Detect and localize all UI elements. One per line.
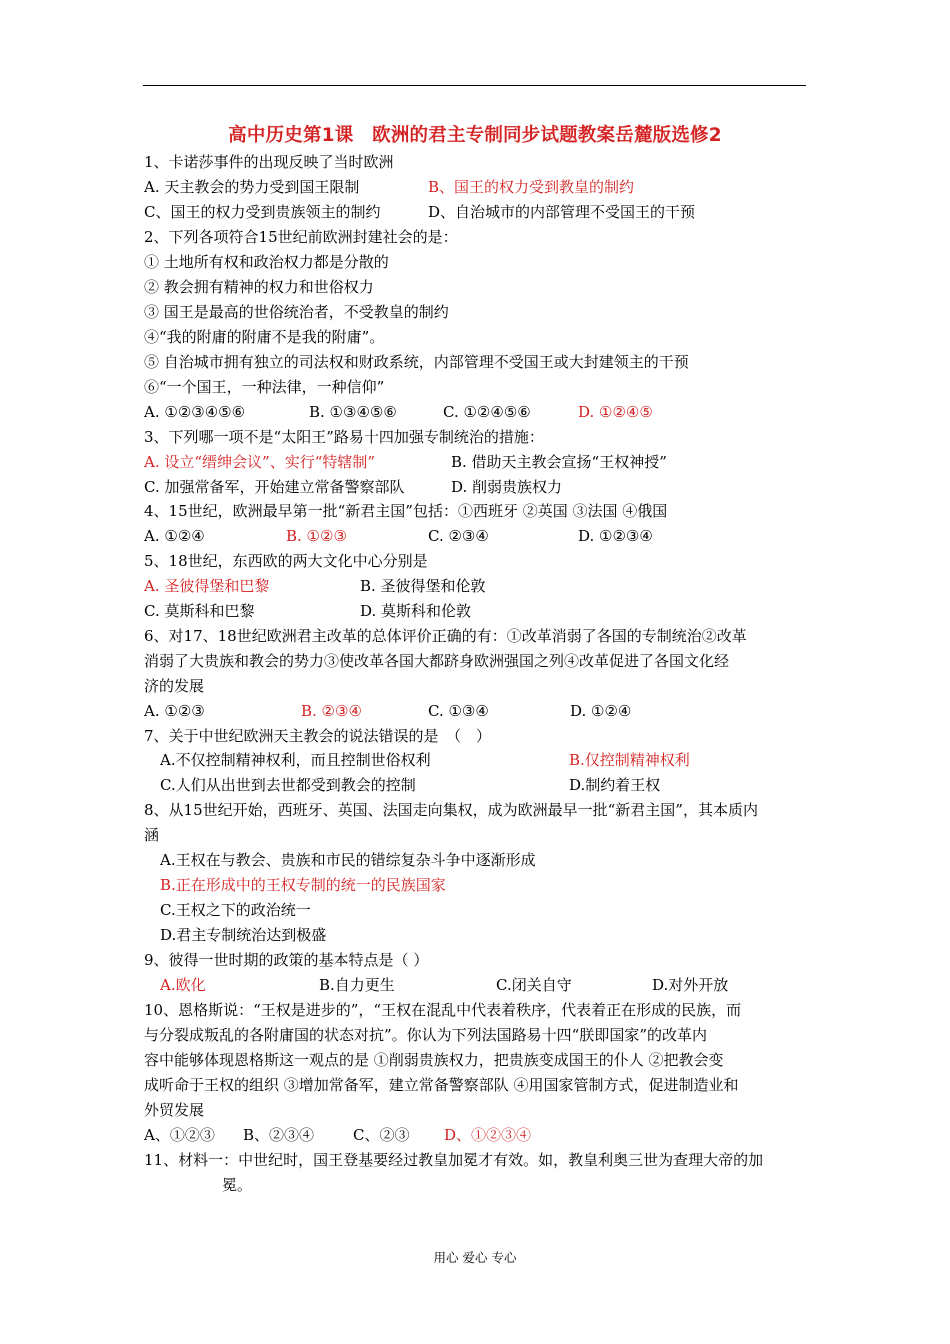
q2-statement-3: ③ 国王是最高的世俗统治者，不受教皇的制约 bbox=[144, 303, 449, 321]
q2-stem: 2、下列各项符合15世纪前欧洲封建社会的是： bbox=[144, 228, 458, 246]
q3-option-b: B. 借助天主教会宣扬“王权神授” bbox=[451, 453, 667, 471]
page-title: 高中历史第1课 欧洲的君主专制同步试题教案岳麓版选修2 bbox=[228, 125, 722, 146]
q4-option-b-answer: B. ①②③ bbox=[286, 527, 347, 545]
q1-option-a: A. 天主教会的势力受到国王限制 bbox=[144, 178, 360, 196]
q8-option-c: C.王权之下的政治统一 bbox=[160, 901, 311, 919]
q11-material-line1: 11、材料一：中世纪时，国王登基要经过教皇加冕才有效。如，教皇利奥三世为查理大帝的加 bbox=[144, 1151, 764, 1169]
q11-material-line2: 冕。 bbox=[222, 1176, 253, 1194]
q6-stem-line3: 济的发展 bbox=[144, 677, 205, 695]
q5-stem: 5、18世纪，东西欧的两大文化中心分别是 bbox=[144, 552, 428, 570]
q9-option-c: C.闭关自守 bbox=[496, 976, 572, 994]
q3-option-a-answer: A. 设立“缙绅会议”、实行“特辖制” bbox=[144, 453, 376, 471]
q3-option-c: C. 加强常备军，开始建立常备警察部队 bbox=[144, 478, 405, 496]
q10-option-b: B、②③④ bbox=[243, 1126, 315, 1144]
q10-stem-line4: 成听命于王权的组织 ③增加常备军，建立常备警察部队 ④用国家管制方式，促进制造业和 bbox=[144, 1076, 739, 1094]
q10-option-d-answer: D、①②③④ bbox=[444, 1126, 532, 1144]
q5-option-d: D. 莫斯科和伦敦 bbox=[360, 602, 472, 620]
q6-stem-line1: 6、对17、18世纪欧洲君主改革的总体评价正确的有：①改革消弱了各国的专制统治②改革 bbox=[144, 627, 747, 645]
q3-stem: 3、下列哪一项不是“太阳王”路易十四加强专制统治的措施： bbox=[144, 428, 544, 446]
q9-option-d: D.对外开放 bbox=[652, 976, 729, 994]
q10-option-a: A、①②③ bbox=[144, 1126, 215, 1144]
q2-option-b: B. ①③④⑤⑥ bbox=[309, 403, 397, 421]
q6-option-c: C. ①③④ bbox=[428, 702, 489, 720]
q6-option-a: A. ①②③ bbox=[144, 702, 205, 720]
q7-option-c: C.人们从出世到去世都受到教会的控制 bbox=[160, 776, 416, 794]
q7-option-b-answer: B.仅控制精神权利 bbox=[569, 751, 690, 769]
q2-option-a: A. ①②③④⑤⑥ bbox=[144, 403, 246, 421]
q7-option-a: A.不仅控制精神权利，而且控制世俗权利 bbox=[160, 751, 431, 769]
page-footer: 用心 爱心 专心 bbox=[433, 1250, 517, 1265]
q4-option-d: D. ①②③④ bbox=[578, 527, 653, 545]
q6-stem-line2: 消弱了大贵族和教会的势力③使改革各国大都跻身欧洲强国之列④改革促进了各国文化经 bbox=[144, 652, 730, 670]
q2-option-d-answer: D. ①②④⑤ bbox=[578, 403, 653, 421]
q4-stem: 4、15世纪，欧洲最早第一批“新君主国”包括：①西班牙 ②英国 ③法国 ④俄国 bbox=[144, 502, 668, 520]
q10-stem-line1: 10、恩格斯说：“王权是进步的”，“王权在混乱中代表着秩序，代表着正在形成的民族，而 bbox=[144, 1001, 742, 1019]
q9-option-a-answer: A.欧化 bbox=[160, 976, 206, 994]
q8-stem-line2: 涵 bbox=[144, 826, 160, 844]
q1-option-b-answer: B、国王的权力受到教皇的制约 bbox=[428, 178, 635, 196]
q5-option-a-answer: A. 圣彼得堡和巴黎 bbox=[144, 577, 270, 595]
q10-stem-line3: 容中能够体现恩格斯这一观点的是 ①削弱贵族权力，把贵族变成国王的仆人 ②把教会变 bbox=[144, 1051, 724, 1069]
q7-option-d: D.制约着王权 bbox=[569, 776, 661, 794]
q8-option-b-answer: B.正在形成中的王权专制的统一的民族国家 bbox=[160, 876, 446, 894]
q4-option-a: A. ①②④ bbox=[144, 527, 205, 545]
q1-option-d: D、自治城市的内部管理不受国王的干预 bbox=[428, 203, 696, 221]
q6-option-d: D. ①②④ bbox=[570, 702, 632, 720]
q2-statement-2: ② 教会拥有精神的权力和世俗权力 bbox=[144, 278, 374, 296]
q6-option-b-answer: B. ②③④ bbox=[301, 702, 362, 720]
q5-option-c: C. 莫斯科和巴黎 bbox=[144, 602, 255, 620]
q2-option-c: C. ①②④⑤⑥ bbox=[443, 403, 531, 421]
q4-option-c: C. ②③④ bbox=[428, 527, 489, 545]
header-rule bbox=[143, 85, 806, 86]
q5-option-b: B. 圣彼得堡和伦敦 bbox=[360, 577, 486, 595]
q2-statement-1: ① 土地所有权和政治权力都是分散的 bbox=[144, 253, 389, 271]
q10-stem-line5: 外贸发展 bbox=[144, 1101, 205, 1119]
q9-option-b: B.自力更生 bbox=[319, 976, 395, 994]
q2-statement-4: ④“我的附庸的附庸不是我的附庸”。 bbox=[144, 328, 385, 346]
q8-stem-line1: 8、从15世纪开始，西班牙、英国、法国走向集权，成为欧洲最早一批“新君主国”，其本质内 bbox=[144, 801, 758, 819]
q8-option-a: A.王权在与教会、贵族和市民的错综复杂斗争中逐渐形成 bbox=[160, 851, 536, 869]
q2-statement-6: ⑥“一个国王，一种法律，一种信仰” bbox=[144, 378, 385, 396]
q10-option-c: C、②③ bbox=[353, 1126, 410, 1144]
q7-stem: 7、关于中世纪欧洲天主教会的说法错误的是 （ ） bbox=[144, 727, 492, 745]
q9-stem: 9、彼得一世时期的政策的基本特点是（ ） bbox=[144, 951, 429, 969]
q10-stem-line2: 与分裂成叛乱的各附庸国的状态对抗”。你认为下列法国路易十四“朕即国家”的改革内 bbox=[144, 1026, 708, 1044]
q1-option-c: C、国王的权力受到贵族领主的制约 bbox=[144, 203, 381, 221]
q1-stem: 1、卡诺莎事件的出现反映了当时欧洲 bbox=[144, 153, 394, 171]
q3-option-d: D. 削弱贵族权力 bbox=[451, 478, 563, 496]
q8-option-d: D.君主专制统治达到极盛 bbox=[160, 926, 327, 944]
q2-statement-5: ⑤ 自治城市拥有独立的司法权和财政系统，内部管理不受国王或大封建领主的干预 bbox=[144, 353, 689, 371]
